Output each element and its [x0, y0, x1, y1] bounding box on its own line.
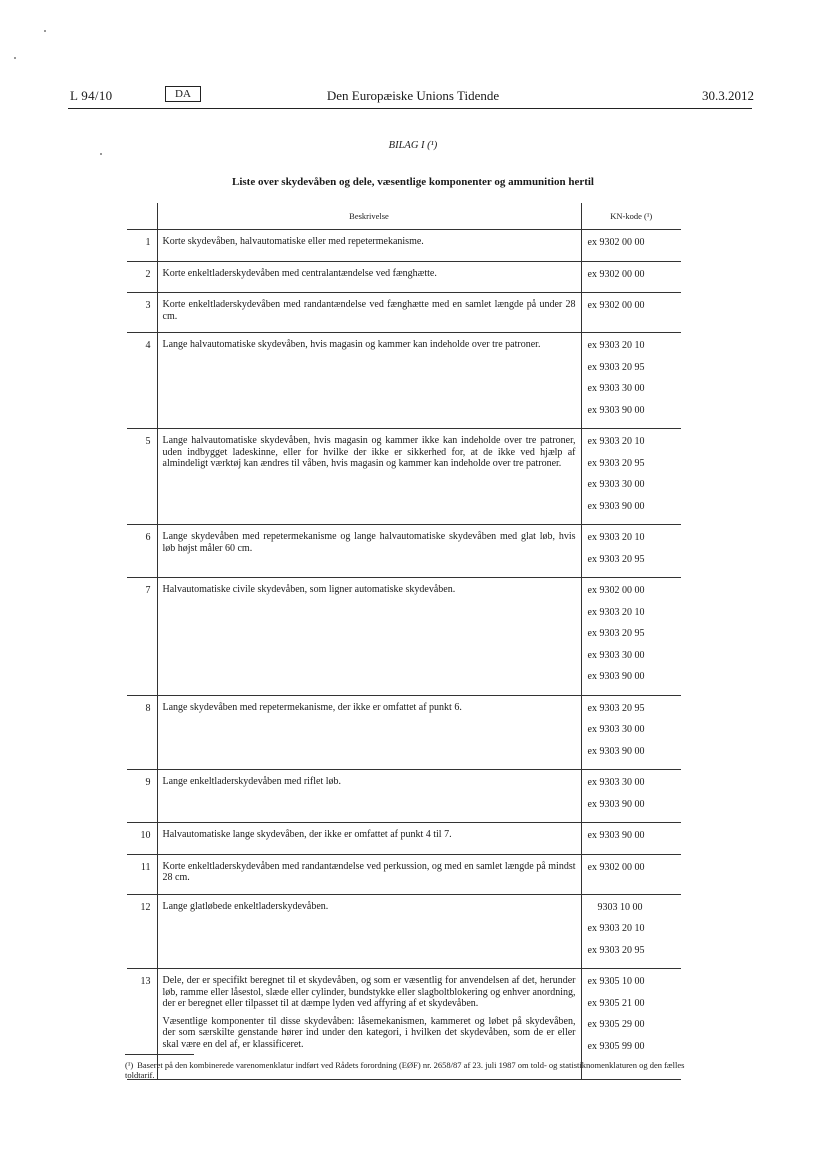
row-number: 7	[127, 578, 157, 696]
row-description: Lange skydevåben med repetermekanisme og lange halvautomatiske skydevåben med glat løb, hvis løb højst måler 60 cm.	[162, 531, 576, 554]
row-description: Korte enkeltladerskydevåben med centralantændelse ved fænghætte.	[162, 267, 437, 279]
row-description-cell	[157, 770, 581, 823]
list-title: Liste over skydevåben og dele, væsentlige komponenter og ammunition hertil	[232, 176, 594, 188]
table-header-row	[127, 203, 681, 230]
cn-code: ex 9305 29 00	[587, 1019, 645, 1030]
row-cn-codes	[581, 770, 681, 823]
row-description: Lange halvautomatiske skydevåben, hvis magasin og kammer kan indeholde over tre patroner.	[162, 339, 541, 350]
row-description: Lange enkeltladerskydevåben med riflet løb.	[162, 776, 342, 787]
table-row	[127, 894, 681, 969]
cn-code: ex 9303 20 10	[587, 436, 645, 447]
row-description-cell	[157, 823, 581, 855]
table-row	[127, 261, 681, 293]
table-row	[127, 578, 681, 696]
footnote-marker: (¹)	[125, 1060, 134, 1070]
cn-code: ex 9303 20 10	[587, 606, 645, 618]
cn-code: ex 9303 20 95	[587, 702, 645, 714]
cn-code: ex 9302 00 00	[587, 300, 645, 311]
cn-code: ex 9303 30 00	[587, 649, 645, 661]
row-description-cell	[157, 293, 581, 333]
row-cn-codes	[581, 293, 681, 333]
cn-code: ex 9303 90 00	[587, 671, 645, 682]
footnote	[125, 1060, 685, 1080]
cn-code: ex 9303 90 00	[587, 830, 645, 841]
row-cn-codes	[581, 525, 681, 578]
cn-code: ex 9303 20 10	[587, 532, 645, 543]
row-description: Korte enkeltladerskydevåben med randantændelse ved perkussion, og med en samlet længde på mindst 28 cm.	[162, 860, 576, 883]
row-description-cell	[157, 578, 581, 696]
row-number: 2	[127, 261, 157, 293]
cn-code: ex 9303 90 00	[587, 404, 645, 416]
cn-code: ex 9303 90 00	[587, 500, 645, 512]
header-cn-code: KN-kode (¹)	[581, 203, 681, 230]
row-description-cell	[157, 333, 581, 429]
row-description: Dele, der er specifikt beregnet til et skydevåben, og som er væsentlig for anvendelsen af det, herunder løb, ramme eller låsestol, slæde eller cylinder, bundstykke eller slagboltblokering og enhver anordning, der er beregnet eller tilpasset til at dæmpe lyden ved affyring af et skydevåben.	[162, 975, 576, 1009]
row-number: 9	[127, 770, 157, 823]
cn-code: ex 9302 00 00	[587, 585, 645, 596]
cn-code: ex 9303 20 95	[587, 628, 645, 639]
row-description: Korte enkeltladerskydevåben med randantændelse ved fænghætte med en samlet længde på under 28 cm.	[162, 299, 576, 322]
row-description: Lange halvautomatiske skydevåben, hvis magasin og kammer ikke kan indeholde over tre patroner, uden indbygget ladeskinne, eller for hvilke der ikke er sikkerhed for, at de ikke ved hjælp af almindeligt værktøj kan ændres til våben, hvis magasin og kammer kan indeholde over tre patroner.	[162, 435, 576, 469]
cn-code: ex 9303 20 95	[587, 553, 645, 565]
row-cn-codes	[581, 230, 681, 262]
row-number: 8	[127, 695, 157, 770]
row-number: 1	[127, 230, 157, 262]
header-description: Beskrivelse	[157, 203, 581, 230]
cn-code: ex 9305 21 00	[587, 997, 645, 1009]
row-cn-codes	[581, 695, 681, 770]
cn-code: ex 9302 00 00	[587, 268, 645, 280]
journal-title: Den Europæiske Unions Tidende	[326, 88, 500, 103]
row-cn-codes	[581, 333, 681, 429]
header-divider	[68, 108, 752, 109]
row-number: 13	[127, 969, 157, 1080]
table-row	[127, 525, 681, 578]
row-description: Lange skydevåben med repetermekanisme, der ikke er omfattet af punkt 6.	[162, 701, 462, 713]
row-description: Halvautomatiske civile skydevåben, som ligner automatiske skydevåben.	[162, 584, 456, 595]
cn-code: ex 9305 10 00	[587, 976, 645, 987]
cn-code: ex 9303 20 95	[587, 457, 645, 469]
cn-code: ex 9303 30 00	[587, 777, 645, 788]
row-description-cell	[157, 261, 581, 293]
table-row	[127, 230, 681, 262]
row-cn-codes	[581, 429, 681, 525]
footnote-divider	[125, 1054, 194, 1055]
row-cn-codes	[581, 578, 681, 696]
row-number: 6	[127, 525, 157, 578]
scan-speck	[100, 153, 102, 155]
table-row	[127, 695, 681, 770]
row-description-cell	[157, 894, 581, 969]
row-cn-codes	[581, 854, 681, 894]
row-description-cell	[157, 429, 581, 525]
table-row	[127, 854, 681, 894]
row-cn-codes	[581, 894, 681, 969]
table-row	[127, 823, 681, 855]
row-description-extra: Væsentlige komponenter til disse skydevåben: låsemekanismen, kammeret og løbet på skydevåben, der som særskilte genstande hører ind under den kategori, i hvilken det skydevåben, som de er eller skal være en del af, er klassificeret.	[162, 1015, 576, 1050]
row-description-cell	[157, 230, 581, 262]
cn-code: ex 9303 20 10	[587, 923, 645, 934]
cn-code: ex 9303 30 00	[587, 724, 645, 735]
language-badge: DA	[165, 86, 201, 102]
row-number: 10	[127, 823, 157, 855]
cn-code: ex 9302 00 00	[587, 237, 645, 248]
footnote-text: Baseret på den kombinerede varenomenklatur indført ved Rådets forordning (EØF) nr. 2658/87 af 23. juli 1987 om told- og statistiknomenklaturen og den fælles toldtarif.	[125, 1060, 685, 1080]
row-description: Lange glatløbede enkeltladerskydevåben.	[162, 900, 329, 912]
row-description: Korte skydevåben, halvautomatiske eller med repetermekanisme.	[162, 236, 424, 247]
scan-speck	[44, 30, 46, 32]
cn-code: ex 9303 20 95	[587, 361, 645, 373]
row-number: 5	[127, 429, 157, 525]
cn-code: ex 9305 99 00	[587, 1040, 645, 1052]
cn-code: ex 9303 90 00	[587, 798, 645, 810]
table-row	[127, 333, 681, 429]
row-description-cell	[157, 854, 581, 894]
table-row	[127, 429, 681, 525]
table-row	[127, 293, 681, 333]
table-row	[127, 770, 681, 823]
row-number: 4	[127, 333, 157, 429]
row-cn-codes	[581, 823, 681, 855]
cn-code: ex 9303 30 00	[587, 383, 645, 394]
weapons-table	[127, 203, 681, 1080]
row-number: 12	[127, 894, 157, 969]
row-number: 3	[127, 293, 157, 333]
cn-code: ex 9302 00 00	[587, 861, 645, 873]
cn-code: ex 9303 20 95	[587, 944, 645, 956]
page-reference: L 94/10	[70, 88, 113, 103]
scan-speck	[14, 57, 16, 59]
cn-code: ex 9303 90 00	[587, 745, 645, 757]
row-description-cell	[157, 695, 581, 770]
cn-code: ex 9303 30 00	[587, 479, 645, 490]
publication-date: 30.3.2012	[702, 88, 754, 103]
cn-code: ex 9303 20 10	[587, 340, 645, 351]
row-number: 11	[127, 854, 157, 894]
header-number-cell	[127, 203, 157, 230]
row-description-cell	[157, 525, 581, 578]
cn-code: 9303 10 00	[597, 901, 643, 913]
row-description: Halvautomatiske lange skydevåben, der ikke er omfattet af punkt 4 til 7.	[162, 829, 452, 840]
annex-title: BILAG I (¹)	[388, 140, 438, 151]
row-cn-codes	[581, 261, 681, 293]
